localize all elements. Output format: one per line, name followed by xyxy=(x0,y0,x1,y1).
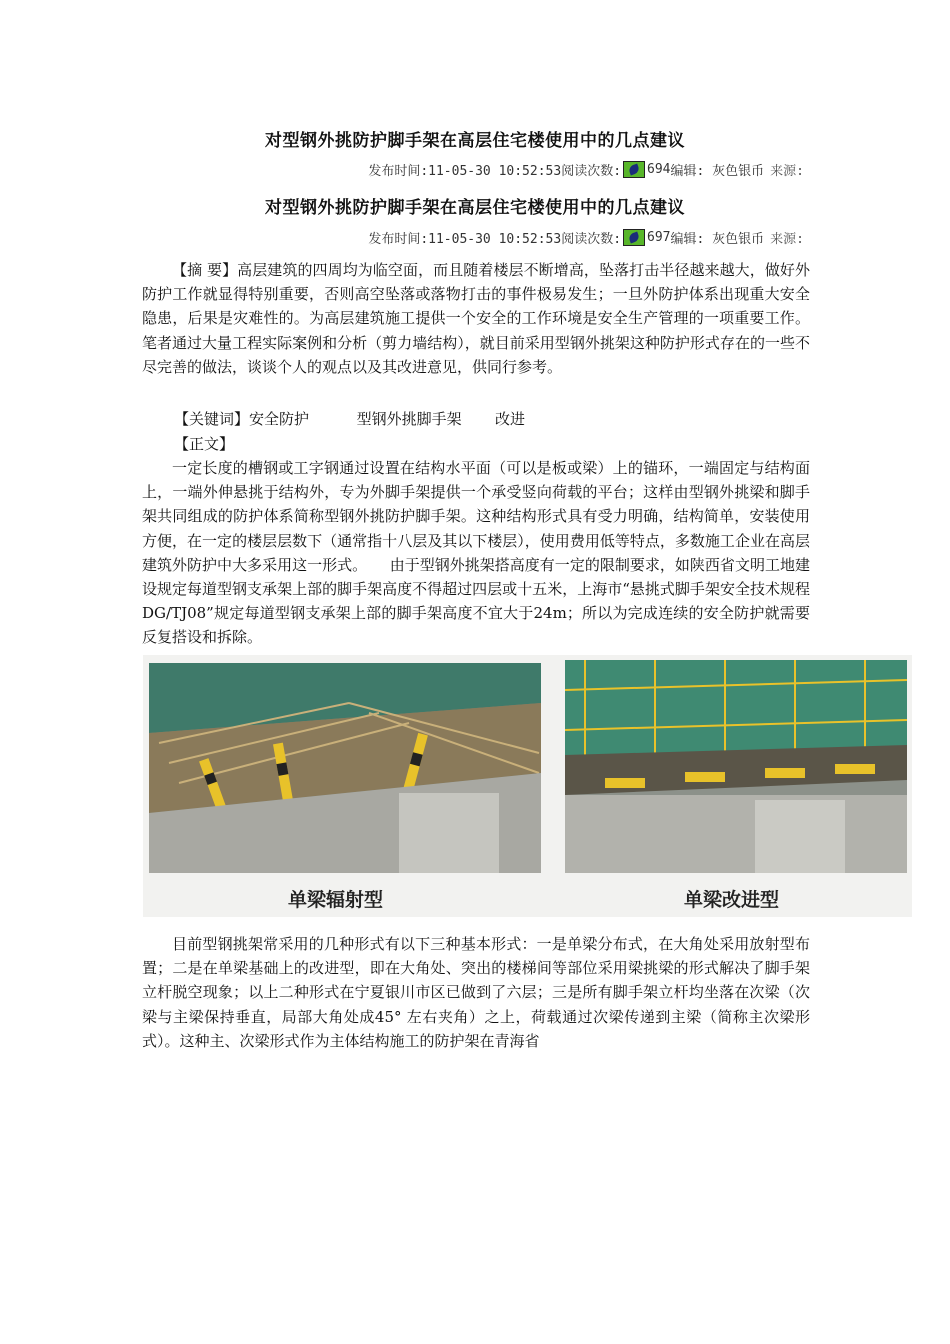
article-meta-repeat xyxy=(368,228,804,247)
article-meta xyxy=(368,160,804,179)
view-count: 697 xyxy=(647,230,671,245)
view-count: 694 xyxy=(647,162,671,177)
publish-info: 发布时间:11-05-30 10:52:53阅读次数: xyxy=(368,164,622,179)
editor-info: 编辑: 灰色银币 xyxy=(670,164,765,179)
figure-caption-left: 单梁辐射型 xyxy=(288,889,384,911)
publish-info: 发布时间:11-05-30 10:52:53阅读次数: xyxy=(368,232,622,247)
single-beam-improved-photo xyxy=(565,660,907,873)
body-heading: 【正文】 xyxy=(174,435,235,453)
body-paragraph-1: 一定长度的槽钢或工字钢通过设置在结构水平面（可以是板或梁）上的锚环，一端固定与结构面上，一端外伸悬挑于结构外，专为外脚手架提供一个承受竖向荷载的平台；这样由型钢外挑梁和脚手架共同组成的防护体系简称型钢外挑防护脚手架。这种结构形式具有受力明确，结构简单，安装使用方便，在一定的楼层层数下（通常指十八层及其以下楼层），使用费用低等特点，多数施工企业在高层建筑外防护中大多采用这一形式。 由于型钢外挑架搭高度有一定的限制要求，如陕西省文明工地建设规定每道型钢支承架上部的脚手架高度不得超过四层或十五米，上海市“悬挑式脚手架安全技术规程DG/TJ08”规定每道型钢支承架上部的脚手架高度不宜大于24m；所以为完成连续的安全防护就需要反复搭设和拆除。 xyxy=(142,459,810,647)
single-beam-radial-photo xyxy=(149,663,541,873)
body-paragraph-2: 目前型钢挑架常采用的几种形式有以下三种基本形式：一是单梁分布式，在大角处采用放射型布置；二是在单梁基础上的改进型，即在大角处、突出的楼梯间等部位采用梁挑梁的形式解决了脚手架立杆脱空现象；以上二种形式在宁夏银川市区已做到了六层；三是所有脚手架立杆均坐落在次梁（次梁与主梁保持垂直，局部大角处成45° 左右夹角）之上，荷载通过次梁传递到主梁（简称主次梁形式）。这种主、次梁形式作为主体结构施工的防护架在青海省 xyxy=(142,935,810,1050)
keywords-line: 【关键词】安全防护 型钢外挑脚手架 改进 xyxy=(174,410,526,428)
article-title-repeat: 对型钢外挑防护脚手架在高层住宅楼使用中的几点建议 xyxy=(265,198,685,218)
abstract-paragraph: 【摘 要】高层建筑的四周均为临空面，而且随着楼层不断增高，坠落打击半径越来越大，做好外防护工作就显得特别重要，否则高空坠落或落物打击的事件极易发生；一旦外防护体系出现重大安全隐患，后果是灾难性的。为高层建筑施工提供一个安全的工作环境是安全生产管理的一项重要工作。笔者通过大量工程实际案例和分析（剪力墙结构），就目前采用型钢外挑架这种防护形式存在的一些不尽完善的做法，谈谈个人的观点以及其改进意见，供同行参考。 xyxy=(142,261,810,376)
source-label: 来源: xyxy=(770,232,804,247)
scaffold-figure xyxy=(143,655,912,917)
editor-info: 编辑: 灰色银币 xyxy=(670,232,765,247)
figure-caption-right: 单梁改进型 xyxy=(684,889,780,911)
source-label: 来源: xyxy=(770,164,804,179)
article-title: 对型钢外挑防护脚手架在高层住宅楼使用中的几点建议 xyxy=(265,131,685,151)
views-icon xyxy=(623,229,645,246)
views-icon xyxy=(623,161,645,178)
